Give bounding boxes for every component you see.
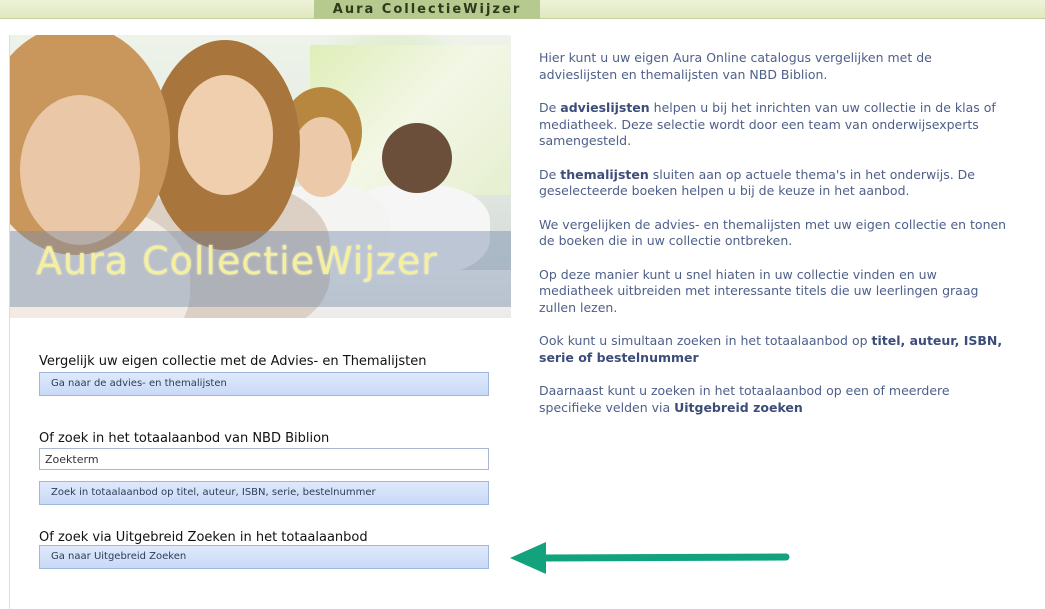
info-bold-advieslijsten: advieslijsten <box>560 100 650 115</box>
info-text: De <box>539 100 561 115</box>
hero-brand-text: Aura CollectieWijzer <box>36 239 438 283</box>
hero-banner <box>10 35 511 318</box>
info-text: Ook kunt u simultaan zoeken in het totaalaanbod op <box>539 333 872 348</box>
info-panel <box>539 50 1009 433</box>
info-text: De <box>539 166 561 182</box>
info-paragraph-hiaten: Op deze manier kunt u snel hiaten in uw collectie vinden en uw mediatheek uitbreiden met interessante titels die uw leerlingen graag zullen lezen. <box>539 266 979 315</box>
advies-lijsten-button[interactable]: Ga naar de advies- en themalijsten <box>39 372 489 396</box>
info-bold-uitgebreid-zoeken: Uitgebreid zoeken <box>674 399 803 415</box>
uitgebreid-section-label: Of zoek via Uitgebreid Zoeken in het totaalaanbod <box>39 530 368 545</box>
info-paragraph-advieslijsten <box>539 100 1009 150</box>
info-paragraph-simultaan <box>539 333 1009 366</box>
info-paragraph-vergelijken: We vergelijken de advies- en themalijsten met uw eigen collectie en tonen de boeken die in uw collectie ontbreken. <box>539 216 1007 248</box>
info-text: Daarnaast kunt u zoeken in het totaalaanbod op een of meerdere specifieke velden via <box>539 383 950 415</box>
hero-student-3-face <box>292 117 352 197</box>
zoeken-section-label: Of zoek in het totaalaanbod van NBD Biblion <box>39 431 330 446</box>
uitgebreid-zoeken-button[interactable]: Ga naar Uitgebreid Zoeken <box>39 545 489 569</box>
info-text: helpen u bij het inrichten van uw collectie in de klas of mediatheek. Deze selectie wordt door een team van onderwijsexperts samengesteld. <box>539 100 996 148</box>
arrow-shaft <box>544 557 786 558</box>
left-panel <box>9 35 510 609</box>
search-input[interactable] <box>39 448 489 470</box>
info-paragraph-uitgebreid <box>539 383 1009 416</box>
info-bold-themalijsten: themalijsten <box>560 166 649 182</box>
hero-student-4-head <box>382 123 452 193</box>
info-paragraph-intro: Hier kunt u uw eigen Aura Online catalogus vergelijken met de advieslijsten en themalijsten van NBD Biblion. <box>539 50 932 82</box>
info-bold-zoekvelden: titel, auteur, ISBN, serie of bestelnummer <box>539 333 1003 365</box>
hero-student-2-face <box>178 75 273 195</box>
zoek-totaalaanbod-button[interactable]: Zoek in totaalaanbod op titel, auteur, ISBN, serie, bestelnummer <box>39 481 489 505</box>
hero-student-1-face <box>20 95 140 245</box>
info-paragraph-themalijsten <box>539 167 1009 200</box>
title-bar <box>0 0 1045 19</box>
info-text: sluiten aan op actuele thema's in het onderwijs. De geselecteerde boeken helpen u bij de keuze in het aanbod. <box>539 166 975 198</box>
advies-section-label: Vergelijk uw eigen collectie met de Advies- en Themalijsten <box>39 354 427 369</box>
app-title: Aura CollectieWijzer <box>314 0 540 19</box>
annotation-arrow-icon <box>508 538 792 578</box>
arrow-head <box>510 542 546 574</box>
